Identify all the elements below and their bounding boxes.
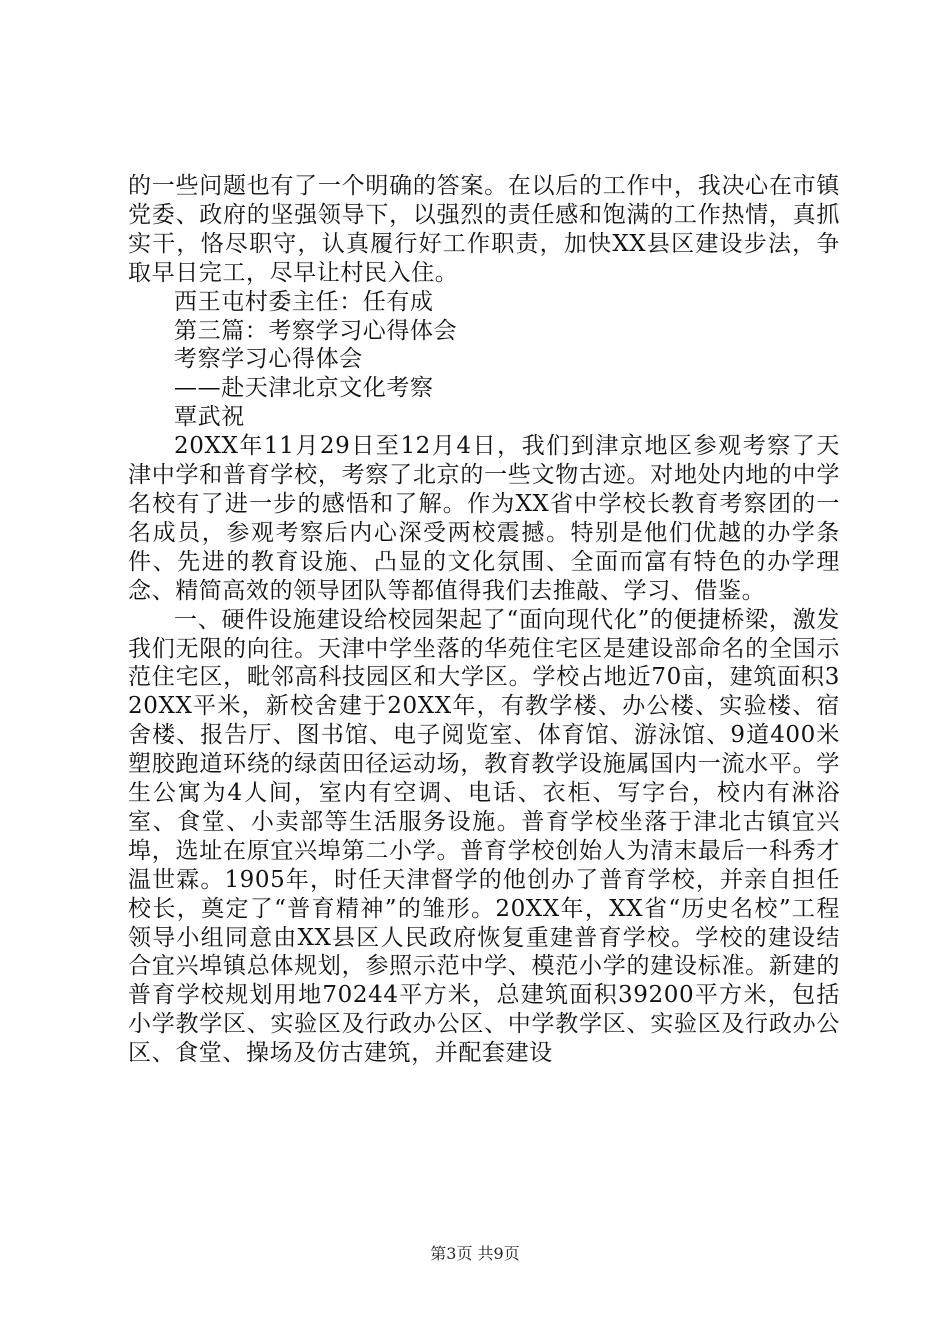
- page-number-footer: 第3页 共9页: [430, 1244, 520, 1263]
- author-name: 覃武祝: [174, 404, 245, 431]
- document-body: [128, 172, 840, 1068]
- paragraph-section-one: 一、硬件设施建设给校园架起了“面向现代化”的便捷桥梁，激发我们无限的向往。天津中学坐落的华苑住宅区是建设部命名的全国示范住宅区，毗邻高科技园区和大学区。学校占地近70亩，建筑面积320XX平米，新校舍建于20XX年，有教学楼、办公楼、实验楼、宿舍楼、报告厅、图书馆、电子阅览室、体育馆、游泳馆、9道400米塑胶跑道环绕的绿茵田径运动场，教育教学设施属国内一流水平。学生公寓为4人间，室内有空调、电话、衣柜、写字台，校内有淋浴室、食堂、小卖部等生活服务设施。普育学校坐落于津北古镇宜兴埠，选址在原宜兴埠第二小学。普育学校创始人为清末最后一科秀才温世霖。1905年，时任天津督学的他创办了普育学校，并亲自担任校长，奠定了“普育精神”的雏形。20XX年，XX省“历史名校”工程领导小组同意由XX县区人民政府恢复重建普育学校。学校的建设结合宜兴埠镇总体规划，参照示范中学、模范小学的建设标准。新建的普育学校规划用地70244平方米，总建筑面积39200平方米，包括小学教学区、实验区及行政办公区、中学教学区、实验区及行政办公区、食堂、操场及仿古建筑，并配套建设: [128, 606, 840, 1067]
- paragraph-intro: 20XX年11月29日至12月4日，我们到津京地区参观考察了天津中学和普育学校，考察了北京的一些文物古迹。对地处内地的中学名校有了进一步的感悟和了解。作为XX省中学校长教育考察团的一名成员，参观考察后内心深受两校震撼。特别是他们优越的办学条件、先进的教育设施、凸显的文化氛围、全面而富有特色的办学理念、精简高效的领导团队等都值得我们去推敲、学习、借鉴。: [128, 433, 840, 604]
- article-subtitle: ——赴天津北京文化考察: [174, 375, 434, 402]
- signature-line: 西王屯村委主任：任有成: [174, 288, 434, 315]
- chapter-heading: 第三篇：考察学习心得体会: [174, 317, 458, 344]
- article-title: 考察学习心得体会: [174, 346, 363, 373]
- paragraph-continuation: 的一些问题也有了一个明确的答案。在以后的工作中，我决心在市镇党委、政府的坚强领导下，以强烈的责任感和饱满的工作热情，真抓实干，恪尽职守，认真履行好工作职责，加快XX县区建设步法，争取早日完工，尽早让村民入住。: [128, 173, 840, 286]
